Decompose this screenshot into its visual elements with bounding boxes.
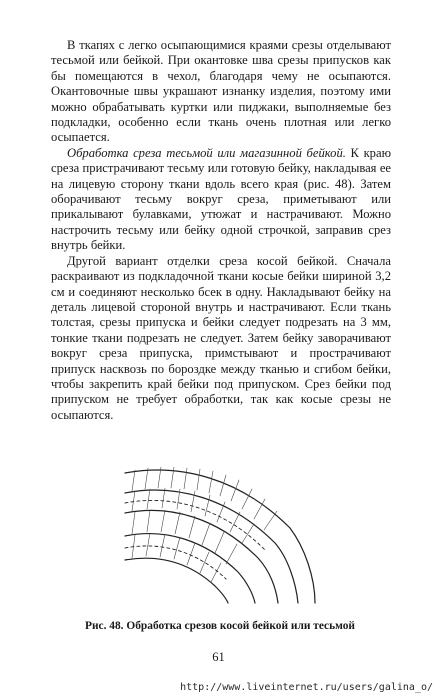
body-text bbox=[51, 38, 391, 423]
paragraph-1-text: В ткапях с легко осыпающимися краями срезы отделывают тесьмой или бейкой. При окантовке шва срезы припусков как бы помещаются в чехол, благодаря чему не осыпаются. Окантовочные швы украшают изнанку изделия, поэтому ими можно обрабатывать куртки или пиджаки, выполняемые без подкладки, особенно если ткань очень плотная или легко осыпается. bbox=[51, 38, 391, 145]
watermark-url: http://www.liveinternet.ru/users/galina_o/ bbox=[180, 682, 433, 693]
fabric-layer-inner bbox=[125, 558, 228, 603]
paragraph-3-text: Другой вариант отделки среза косой бейкой. Сначала раскраивают из подкладочной ткани косые бейки шириной 3,2 см и соединяют несколько бсек в одну. Накладывают бейку на деталь лицевой стороной внутрь и настрачивают. Если ткань толстая, срезы припуска и бейки следует подрезать на 3 мм, тонкие ткани подрезать не следует. Затем бейку заворачивают вокруг среза припуска, примстывают и прострачивают припуск насквозь по бороздке между тканью и сгибом бейки, чтобы закрепить край бейки под припуском. Срез бейки под припуском не требует обработки, так как косые срезы не осыпаются. bbox=[51, 253, 391, 422]
paragraph-1 bbox=[51, 38, 391, 146]
paragraph-2-heading: Обработка среза тесьмой или магазинной бейкой. bbox=[67, 145, 346, 160]
paragraph-2-text: К краю среза пристрачивают тесьму или готовую бейку, накладывая ее на лицевую сторону ткани вдоль всего края (рис. 48). Затем оборачивают тесьму вокруг среза, приметывают или прикалывают булавками, утюжат и настрачивают. Можно настрочить тесьму или бейку одной строчкой, заправив срез внутрь бейки. bbox=[51, 145, 391, 253]
page-number: 61 bbox=[212, 650, 225, 664]
figure-48-illustration bbox=[120, 458, 320, 608]
fabric-layer-2 bbox=[125, 490, 298, 603]
figure-caption: Рис. 48. Обработка срезов косой бейкой или тесьмой bbox=[85, 620, 355, 632]
paragraph-3 bbox=[51, 254, 391, 423]
paragraph-2 bbox=[51, 146, 391, 254]
